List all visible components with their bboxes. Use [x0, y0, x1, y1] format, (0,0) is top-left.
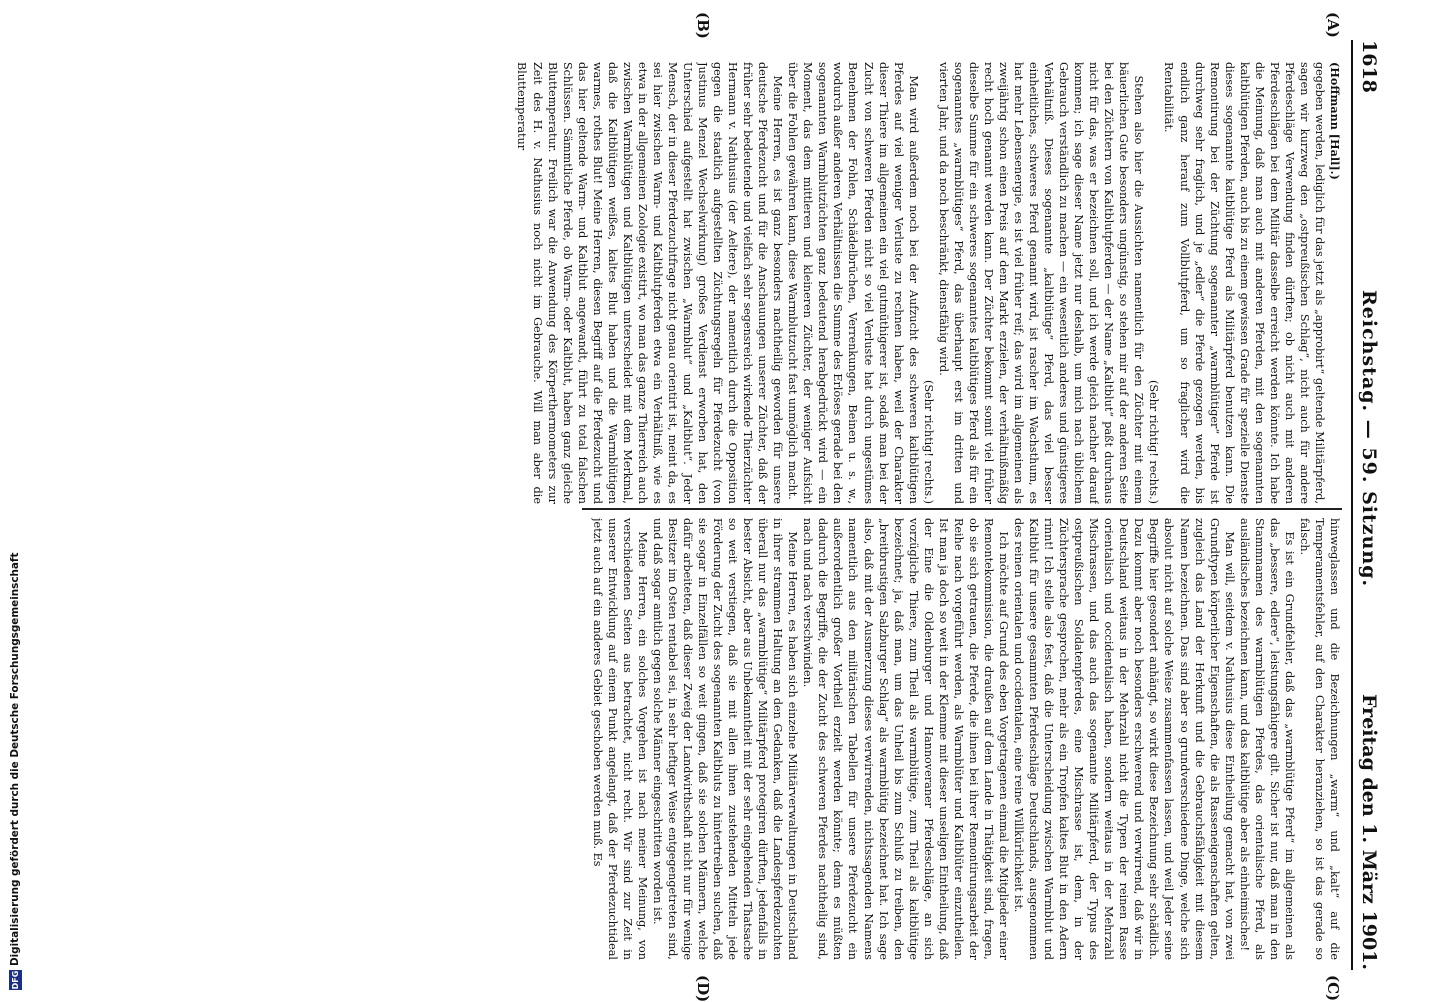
paragraph: Meine Herren, es ist ganz besonders nachtheilig geworden für unsere deutsche Pferdezucht und für die Anschauungen unserer Züchter, daß der früher sehr bedeutende und vielfach sehr segensreich wirkende Thierzüchter Hermann v. Nathusius (der Aeltere), der namentlich durch die Opposition gegen die staatlich aufgestellten Züchtungsregeln für Pferdezucht (von Justinus Menzel Wechselwirkung) großes Verdienst erworben hat, den Unterschied aufgestellt hat zwischen „Warmblut“ und „Kaltblut“. Jeder Mensch, der in dieser Pferdezuchtfrage nicht genau orientirt ist, meint da, es sei hier zwischen Warm- und Kaltblutpferden etwa ein Verhältniß, wie es etwa in der allgemeinen Zoologie existirt, wo man das ganze Thierreich auch zwischen Warmblütigen und Kaltblütigen unterscheidet mit dem Merkmal, daß die Kaltblütigen weißes, kaltes Blut haben und die Warmblütigen warmes, rothes Blut! Meine Herren, diesen Begriff auf die Pferdezucht und das hier geltende Warm- und Kaltblut angewandt, führt zu total falschen Schlüssen. Sämmtliche Pferde, ob Warm- oder Kaltblut, haben ganz gleiche Bluttemperatur. Freilich war die Anwendung des Körperthermometers zur Zeit des H. v. Nathusius noch nicht im Gebrauche. Will man aber die Bluttemperatur — [515, 62, 785, 504]
footer-credit: Digitalisierung gefördert durch die Deutsche Forschungsgemeinschaft — [9, 552, 21, 966]
dfg-logo-icon: DFG — [10, 970, 20, 990]
paragraph: Man wird außerdem noch bei der Aufzucht des schweren kaltblütigen Pferdes auf viel weniger Verluste zu rechnen haben, weil der Charakter dieser Thiere im allgemeinen ein viel gutmüthigerer ist, sodaß man bei der Zucht von schweren Pferden nicht so viel Verluste hat durch ungestümes Benehmen der Fohlen, Schädelbrüchen, Verrenkungen, Beinen u. s. w., wodurch außer anderen Verhältnissen die Summe des Erlöses gerade bei den sogenannten Warmblutzüchten ganz bedeutend herabgedrückt wird — ein Moment, das dem mittleren und kleineren Züchter, der weniger Aufsicht über die Fohlen gewähren kann, diese Warmblutzucht fast unmöglich macht. — [786, 62, 920, 504]
right-column — [292, 518, 1342, 960]
page-number: 1618 — [1358, 40, 1380, 93]
paragraph: Meine Herren, es haben sich einzelne Militärverwaltungen in Deutschland in ihrer strammen Haltung an den Gedanken, daß die Landespferdezuchten überall nur das „warmblütige“ Militärpferd protegiren dürften, jedenfalls in bester Absicht, aber aus Unbekanntheit mit der sehr eingehenden Thatsache so weit verstiegen, daß sie mit allen ihnen zustehenden Mitteln jede Förderung der Zucht des sogenannten Kaltbluts zu hintertreiben suchen, daß sie sogar in Einzelfällen so weit gingen, daß sie solchen Männern, welche dafür arbeiteten, daß dieser Zweig der Landwirthschaft nicht nur für wenige Besitzer im Osten rentabel sei, in sehr heftiger Weise entgegengetreten sind, und daß sogar amtlich gegen solche Männer eingeschritten worden ist. — [650, 518, 800, 960]
session-date: Freitag den 1. März 1901. — [1358, 694, 1380, 970]
interjection: (Sehr richtig! rechts.) — [921, 379, 935, 504]
header-rule — [1351, 40, 1353, 970]
speaker-label: (Hoffmann [Hall].) — [1328, 62, 1342, 180]
interjection: (Sehr richtig! rechts.) — [1147, 379, 1161, 504]
paragraph: Man will, seitdem v. Nathusius diese Eintheilung gemacht hat, von zwei Grundtypen körperlicher Eigenschaften, die als Rasseneigenschaften gelten, zugleich das Land der Herkunft und die Gebrauchsfähigkeit mit diesem Namen bezeichnen. Das sind aber so grundverschiedene Dinge, welche sich absolut nicht auf solche Weise zusammenfassen lassen, und weil Jeder seine Begriffe hier gesondert anhängt, so wirkt diese Bezeichnung sehr schädlich. Dazu kommt aber noch besonders erschwerend und verwirrend, daß wir in Deutschland weitaus in der Mehrzahl nicht die Typen der reinen Rasse orientalisch und occidentalisch haben, sondern weitaus in der Mehrzahl Mischrassen, und das auch das sogenannte Militärpferd, der Typus des ostpreußischen Soldatenpferdes, eine Mischrasse ist, dem, in der Züchtersprache gesprochen, mehr als ein Tropfen kaltes Blut in den Adern rinnt! Ich stelle also fest, daß die Unterscheidung zwischen Warmblut und Kaltblut für unsere gesammten Pferdeschläge Deutschlands, ausgenommen des reinen orientalen und occidentalen, eine reine Willkürlichkeit ist. — [1012, 518, 1236, 960]
paragraph: Meine Herren, ein solches Vorgehen ist nach meiner Meinung, von verschiedenen Seiten aus betrachtet, nicht recht. Wir sind zur Zeit in unserer Entwicklung auf einem Punkt angelangt, daß der Pferdezuchtideal jetzt auch auf ein anderes Gebiet geschoben werden muß. Es — [590, 518, 649, 960]
margin-marker-c: (C) — [1324, 975, 1342, 1002]
paragraph: hinweglassen und die Bezeichnungen „warm“ und „kalt“ auf die Temperamentsfehler, auf den Charakter heranziehen, so ist das gerade so falsch. — [1297, 518, 1341, 960]
margin-marker-a: (A) — [1324, 12, 1342, 38]
paragraph: gegeben werden, lediglich für das jetzt als „approbirt“ geltende Militärpferd, sagen wir kurzweg den „ostpreußischen Schlag“, nicht auch für andere Pferdeschläge Verwendung finden dürften; ob nicht auch mit anderen Pferdeschlägen bei dem Militär dasselbe erreicht werden könnte. Ich habe die Meinung, daß man auch mit anderen Pferden, mit den sogenannten kaltblütigen Pferden, auch bis zu einem gewissen Grade für spezielle Dienste dieses sogenannte kaltblütige Pferd als Militärpferd benutzen kann. Die Remontirung bei der Züchtung sogenannter „warmblütiger“ Pferde ist durchweg sehr fraglich, und je „edler“ die Pferde gezogen werden, bis endlich ganz herauf zum Vollblutpferd, um so fraglicher wird die Rentabilität. — [1162, 62, 1326, 504]
page-title: Reichstag. — 59. Sitzung. — [1358, 290, 1380, 588]
paragraph: Stehen also hier die Aussichten namentlich für den Züchter mit einem bäuerlichen Gute besonders ungünstig, so stehen mir auf der anderen Seite bei den Züchtern von Kaltblutpferden — der Name „Kaltblut“ paßt durchaus nicht für das, was er bezeichnen soll, und ich werde gleich nachher darauf kommen; ich sage dieser Name jetzt nur deshalb, um mich nach üblichem Gebrauch verständlich zu machen — ein wesentlich anderes und günstigeres Verhältniß. Dieses sogenannte „kaltblütige“ Pferd, das viel besser einheitliches, schweres Pferd genannt wird, ist rascher im Wachsthum, es hat mehr Lebensenergie, es ist viel früher reif; das wird im allgemeinen als zweijährig schon einen Preis auf dem Markt erzielen, der verhältnißmäßig recht hoch genannt werden kann. Der Züchter bekommt somit viel früher dieselbe Summe für ein schweres sogenanntes kaltblütiges Pferd als für ein sogenanntes „warmblütiges“ Pferd, das überhaupt erst im dritten und vierten Jahr, und da noch beschränkt, dienstfähig wird. — [936, 62, 1146, 504]
left-column — [292, 62, 1342, 504]
margin-marker-d: (D) — [694, 975, 712, 1002]
column-divider — [582, 508, 1342, 510]
paragraph: Es ist ein Grundfehler, daß das „warmblütige Pferd“ im allgemeinen als das „bessere, edlere“, leistungsfähigere gilt. Sicher ist nur, daß man in den Stammnamen des warmblütigen Pferdes, das orientalische Pferd, als ausländisches bezeichnen kann, und das kaltblütige aber als einheimisches! — [1237, 518, 1296, 960]
footer — [0, 0, 22, 1000]
margin-marker-b: (B) — [694, 12, 712, 39]
paragraph: Ich möchte auf Grund des eben Vorgetragenen einmal die Mitglieder einer Remontekommission, die draußen auf dem Lande in Thätigkeit sind, fragen, ob sie sich getrauen, die Pferde, die ihnen bei ihrer Remontirungsarbeit der Reihe nach vorgeführt werden, als Warmblüter und Kaltblüter einzutheilen. Ist man ja doch so weit in der Klemme mit dieser unseligen Eintheilung, daß der Eine die Oldenburger und Hannoveraner Pferdeschläge, an sich vorzügliche Thiere, zum Theil als warmblütige, zum Theil als kaltblütige bezeichnet; ja, daß man, um das Unheil bis zum Schluß zu treiben, den „breitbrustigen Salzburger Schlag“ als warmblütig bezeichnet hat. Ich sage also, daß mit der Ausmerzung dieses verwirrenden, nichtssagenden Namens namentlich aus den militärischen Tabellen für unsere Pferdezucht ein außerordentlich großer Vortheil erzielt werden könnte; denn es müßten dadurch die Begriffe, die der Zucht des schweren Pferdes nachtheilig sind, nach und nach verschwinden. — [801, 518, 1010, 960]
page-header — [1356, 40, 1382, 970]
